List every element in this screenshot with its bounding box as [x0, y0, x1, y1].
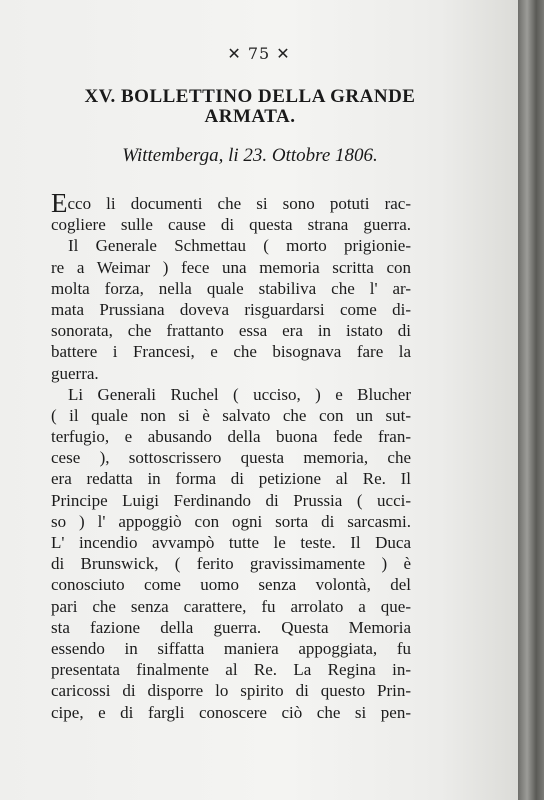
text-line: cogliere sulle cause di questa strana guerra.: [51, 215, 411, 235]
text-line: Il Generale Schmettau ( morto prigionie-: [68, 236, 411, 256]
text-line: terfugio, e abusando della buona fede fran-: [51, 427, 411, 447]
text-line: L' incendio avvampò tutte le teste. Il Duca: [51, 533, 411, 552]
text-line: caricossi di disporre lo spirito di questo Prin-: [51, 681, 411, 701]
text-line: ( il quale non si è salvato che con un sut-: [51, 405, 411, 425]
text-line: sonorata, che frattanto essa era in istato di: [51, 321, 411, 341]
text-line: guerra.: [51, 363, 99, 383]
text-line: di Brunswick, ( ferito gravissimamente ) è: [51, 554, 411, 574]
bulletin-title-line-2: ARMATA.: [204, 106, 296, 127]
text-line: conosciuto come uomo senza volontà, del: [51, 575, 411, 595]
text-line: battere i Francesi, e che bisognava fare la: [51, 342, 411, 362]
text-line: Li Generali Ruchel ( ucciso, ) e Blucher: [68, 384, 411, 404]
text-line: pari che senza carattere, fu arrolato a que-: [51, 596, 411, 616]
bulletin-title-line-1: XV. BOLLETTINO DELLA GRANDE: [84, 86, 416, 107]
body-text: [51, 188, 411, 723]
text-line: molta forza, nella quale stabiliva che l' ar-: [51, 278, 411, 298]
text-line: so ) l' appoggiò con ogni sorta di sarcasmi.: [51, 511, 411, 531]
dateline: Wittemberga, li 23. Ottobre 1806.: [122, 145, 378, 166]
text-line: era redatta in forma di petizione al Re. Il: [51, 469, 411, 489]
book-spine-edge: [518, 0, 544, 800]
text-line: essendo in siffatta maniera appoggiata, fu: [51, 638, 411, 658]
text-line: re a Weimar ) fece una memoria scritta con: [51, 257, 411, 277]
text-line: sta fazione della guerra. Questa Memoria: [51, 617, 411, 637]
page-number: ✕ 75 ✕: [227, 44, 291, 63]
text-line: Principe Luigi Ferdinando di Prussia ( ucci-: [51, 490, 411, 510]
drop-cap: E: [51, 188, 68, 218]
text-line: mata Prussiana doveva risguardarsi come di-: [51, 299, 411, 319]
text-line: cipe, e di fargli conoscere ciò che si pen-: [51, 702, 411, 722]
text-line: presentata finalmente al Re. La Regina in-: [51, 660, 411, 680]
text-line: cese ), sottoscrissero questa memoria, che: [51, 448, 411, 468]
text-line: Ecco li documenti che si sono potuti rac-: [51, 188, 411, 218]
